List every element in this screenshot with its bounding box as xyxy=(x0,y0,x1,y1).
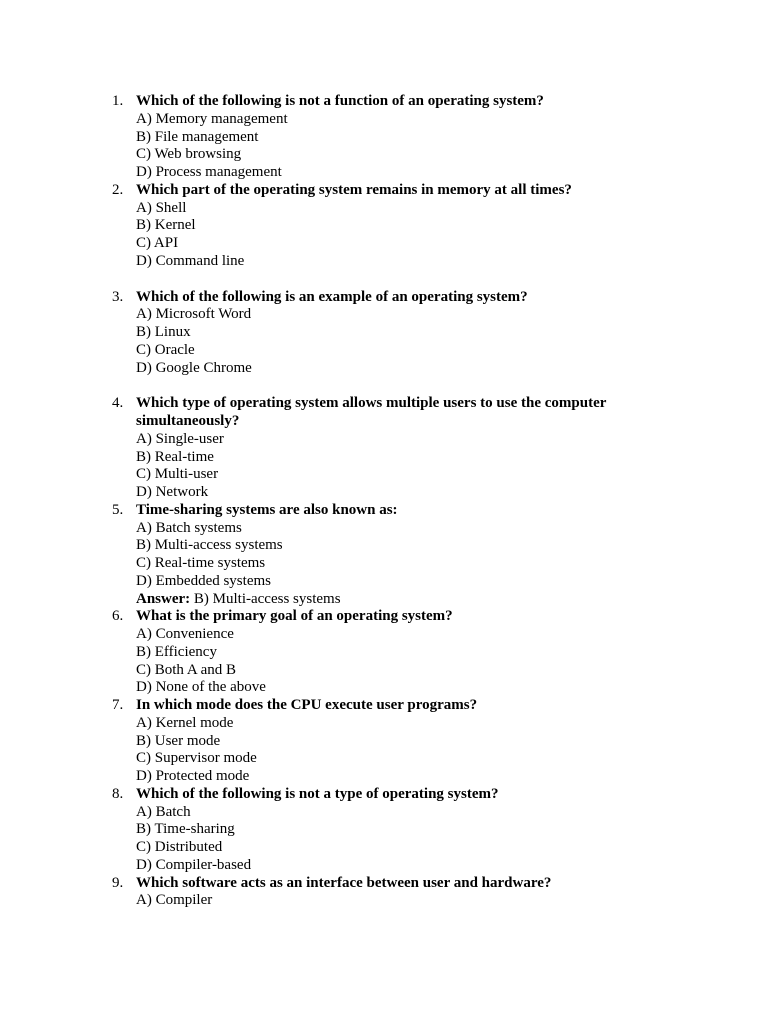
option: B) Time-sharing xyxy=(136,821,235,838)
option: B) Efficiency xyxy=(136,643,217,660)
question-number: 1. xyxy=(112,93,124,109)
option: D) Command line xyxy=(136,252,245,269)
question-text: Time-sharing systems are also known as: xyxy=(136,501,398,518)
option: D) Compiler-based xyxy=(136,856,252,873)
question-item xyxy=(112,875,632,911)
option: A) Kernel mode xyxy=(136,714,234,731)
option: C) API xyxy=(136,235,179,251)
question-text: Which software acts as an interface between user and hardware? xyxy=(136,874,552,891)
option: B) Linux xyxy=(136,324,191,340)
option: D) Protected mode xyxy=(136,768,250,784)
question-number: 4. xyxy=(112,395,124,412)
option: B) User mode xyxy=(136,732,221,749)
question-number: 7. xyxy=(112,697,124,713)
question-text: What is the primary goal of an operating system? xyxy=(136,608,453,625)
option: D) None of the above xyxy=(136,679,266,696)
option: A) Convenience xyxy=(136,626,234,642)
option: A) Memory management xyxy=(136,110,288,127)
option: A) Single-user xyxy=(136,430,224,447)
option: A) Shell xyxy=(136,199,187,216)
question-number: 6. xyxy=(112,608,124,625)
question-text: In which mode does the CPU execute user programs? xyxy=(136,697,478,713)
question-text: Which part of the operating system remains in memory at all times? xyxy=(136,181,572,198)
question-text: Which of the following is not a type of operating system? xyxy=(136,785,499,802)
question-number: 8. xyxy=(112,785,124,802)
question-text: Which type of operating system allows multiple users to use the computer simultaneously? xyxy=(136,395,607,429)
option: B) Real-time xyxy=(136,448,214,465)
question-item xyxy=(112,786,632,875)
question-item xyxy=(112,395,632,502)
question-number: 3. xyxy=(112,288,124,305)
option: D) Google Chrome xyxy=(136,359,252,376)
option: D) Embedded systems xyxy=(136,572,271,589)
question-text: Which of the following is an example of an operating system? xyxy=(136,288,528,305)
option: B) File management xyxy=(136,128,259,145)
answer-value: B) Multi-access systems xyxy=(190,590,341,607)
option: A) Batch xyxy=(136,803,191,820)
question-item xyxy=(112,182,632,271)
option: A) Microsoft Word xyxy=(136,306,252,323)
question-item xyxy=(112,289,632,378)
question-text: Which of the following is not a function of an operating system? xyxy=(136,93,544,109)
option: C) Distributed xyxy=(136,839,223,855)
option: C) Supervisor mode xyxy=(136,750,257,767)
answer-line xyxy=(136,591,632,609)
option: C) Oracle xyxy=(136,341,195,358)
option: D) Process management xyxy=(136,164,282,180)
question-item xyxy=(112,93,632,182)
option: C) Multi-user xyxy=(136,466,219,483)
option: A) Batch systems xyxy=(136,519,242,536)
question-number: 5. xyxy=(112,501,124,518)
option: B) Multi-access systems xyxy=(136,537,283,554)
option: A) Compiler xyxy=(136,892,213,909)
question-number: 2. xyxy=(112,181,124,198)
question-list xyxy=(112,93,632,910)
option: B) Kernel xyxy=(136,217,196,234)
option: C) Web browsing xyxy=(136,146,242,163)
option: D) Network xyxy=(136,484,209,500)
question-number: 9. xyxy=(112,874,124,891)
question-item xyxy=(112,502,632,609)
question-item xyxy=(112,697,632,786)
question-item xyxy=(112,608,632,697)
option: C) Both A and B xyxy=(136,661,237,678)
answer-label: Answer: xyxy=(136,590,191,607)
option: C) Real-time systems xyxy=(136,555,266,571)
